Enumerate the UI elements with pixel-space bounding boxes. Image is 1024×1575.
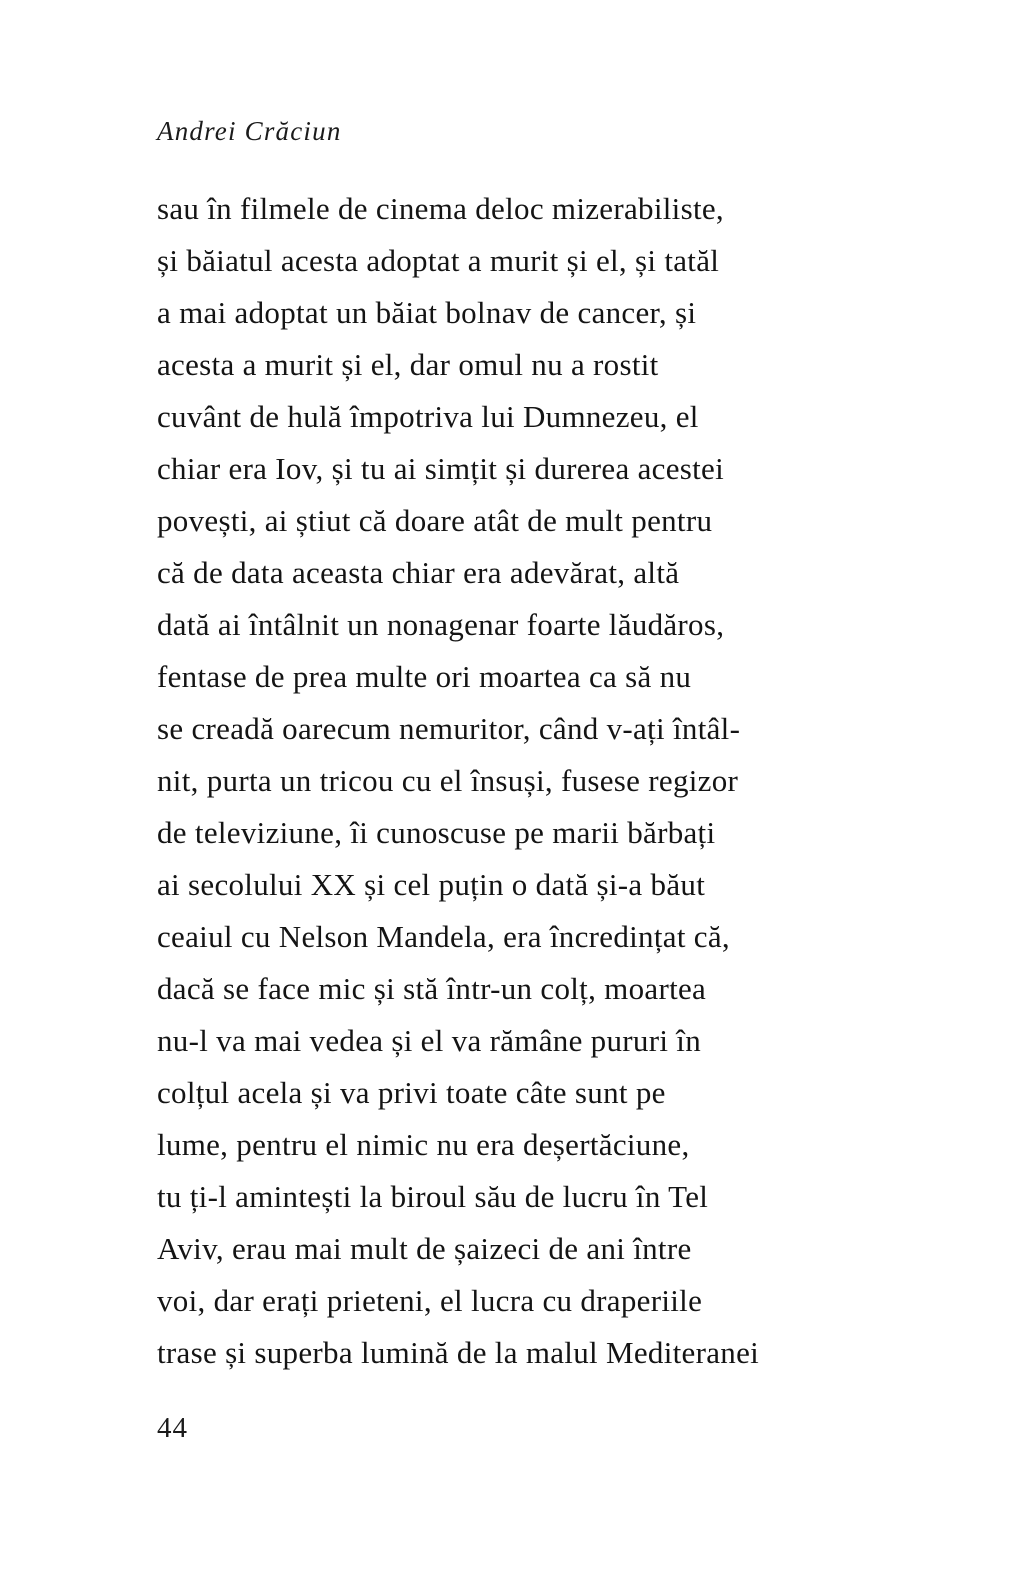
text-line: Aviv, erau mai mult de șaizeci de ani între (157, 1231, 692, 1266)
text-line: lume, pentru el nimic nu era deșertăciune, (157, 1127, 690, 1162)
text-line: ceaiul cu Nelson Mandela, era încredințat că, (157, 919, 730, 954)
text-line: trase și superba lumină de la malul Mediteranei (157, 1335, 760, 1370)
text-line: că de data aceasta chiar era adevărat, altă (157, 555, 680, 590)
text-line: nu-l va mai vedea și el va rămâne pururi în (157, 1023, 702, 1058)
text-line: acesta a murit și el, dar omul nu a rostit (157, 347, 659, 382)
text-line: dacă se face mic și stă într-un colț, moartea (157, 971, 707, 1006)
text-line: de televiziune, îi cunoscuse pe marii bărbați (157, 815, 716, 850)
text-line: a mai adoptat un băiat bolnav de cancer, și (157, 295, 697, 330)
text-line: cuvânt de hulă împotriva lui Dumnezeu, el (157, 399, 699, 434)
text-line: nit, purta un tricou cu el însuși, fusese regizor (157, 763, 739, 798)
text-line: fentase de prea multe ori moartea ca să nu (157, 659, 692, 694)
text-line: și băiatul acesta adoptat a murit și el, și tatăl (157, 243, 720, 278)
text-line: ai secolului XX și cel puțin o dată și-a băut (157, 867, 706, 902)
text-line: colțul acela și va privi toate câte sunt pe (157, 1075, 666, 1110)
text-line: tu ți-l amintești la biroul său de lucru în Tel (157, 1179, 709, 1214)
text-line: se creadă oarecum nemuritor, când v-ați întâl- (157, 711, 741, 746)
text-line: voi, dar erați prieteni, el lucra cu draperiile (157, 1283, 703, 1318)
running-header: Andrei Crăciun (157, 116, 342, 146)
text-line: chiar era Iov, și tu ai simțit și durerea acestei (157, 451, 725, 486)
page-number: 44 (157, 1412, 188, 1444)
body-text (157, 183, 867, 1379)
text-line: sau în filmele de cinema deloc mizerabiliste, (157, 191, 724, 226)
text-line: povești, ai știut că doare atât de mult pentru (157, 503, 713, 538)
text-line: dată ai întâlnit un nonagenar foarte lăudăros, (157, 607, 725, 642)
